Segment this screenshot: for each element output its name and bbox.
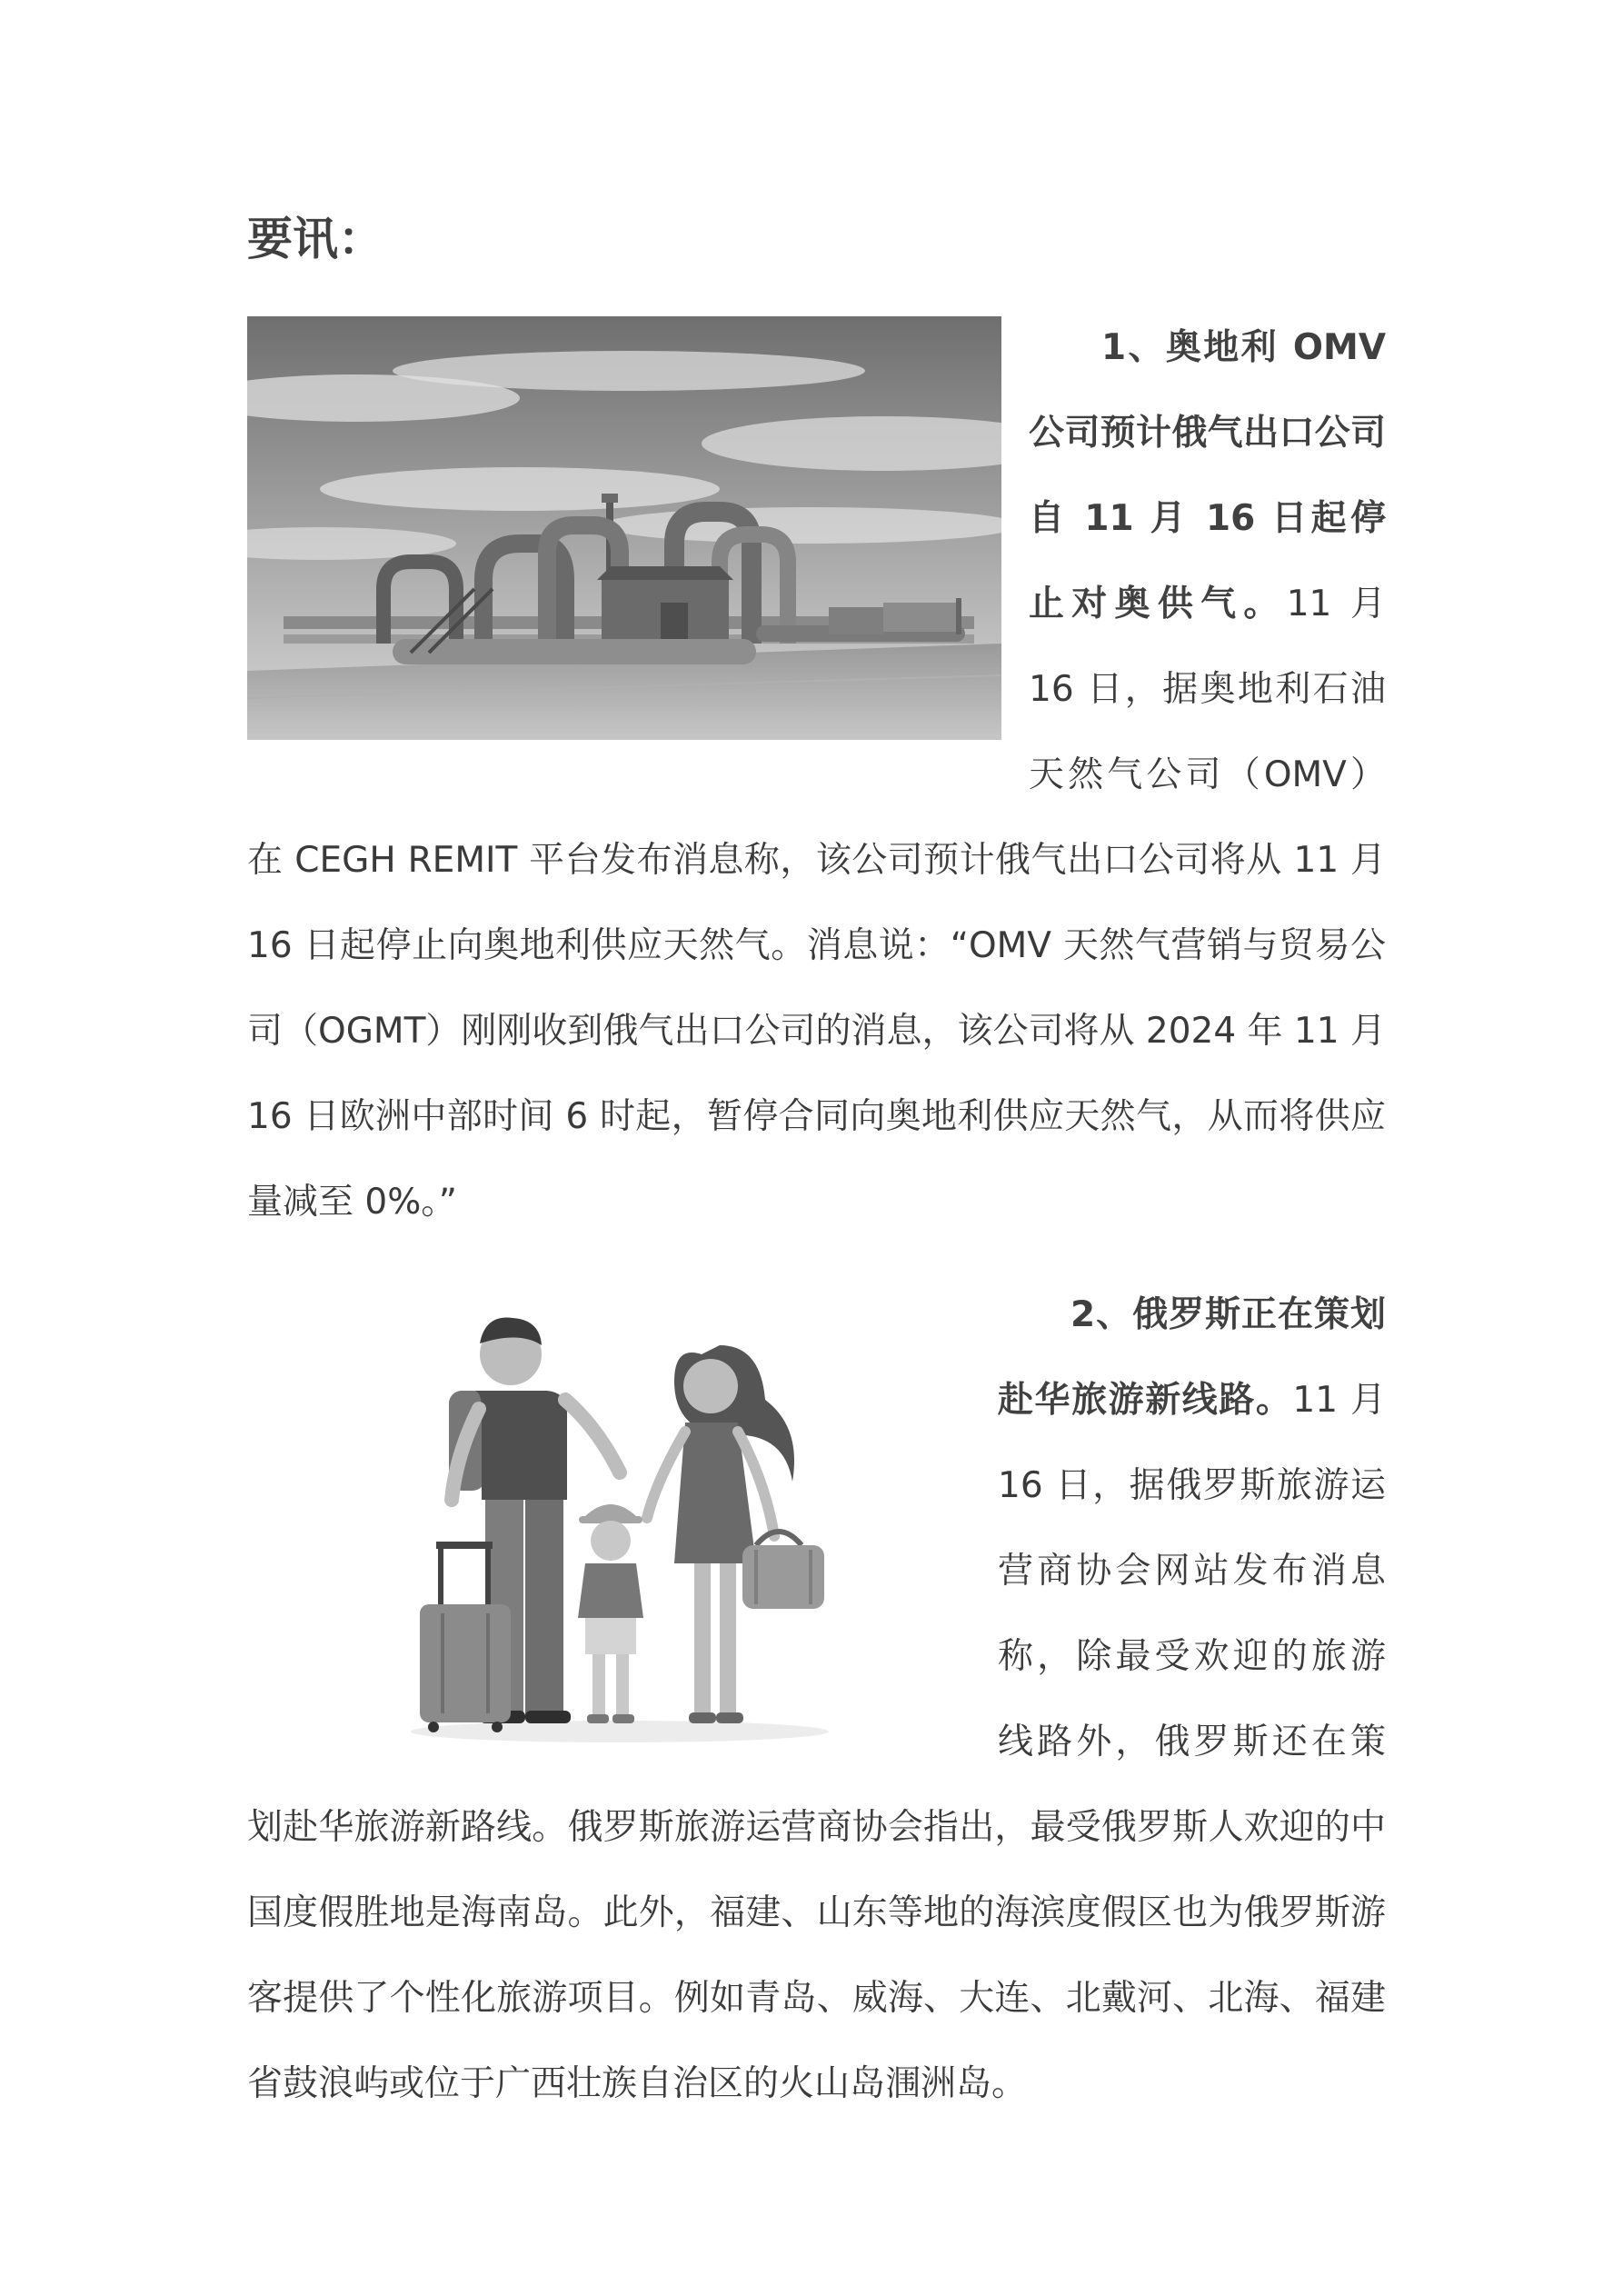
- news-item-2: [247, 1273, 1386, 2127]
- gas-pipeline-station-photo: [247, 316, 1001, 740]
- news-item-1-lead: 奥地利 OMV 公司预计俄气出口公司自 11 月 16 日起停止对奥供气。: [1029, 327, 1387, 624]
- news-item-1-body: 11 月 16 日，据奥地利石油天然气公司（OMV）在 CEGH REMIT 平台发布消息称，该公司预计俄气出口公司将从 11 月 16 日起停止向奥地利供应天然气。消息说：“OMV 天然气营销与贸易公司（OGMT）刚刚收到俄气出口公司的消息，该公司将从 2024 年 11 月 16 日欧洲中部时间 6 时起，暂停合同向奥地利供应天然气，从而将供应量减至 0%。”: [247, 584, 1386, 1223]
- news-item-1-number: 1、: [1101, 327, 1166, 368]
- page-heading: 要讯：: [247, 213, 383, 265]
- news-item-2-lead: 俄罗斯正在策划赴华旅游新线路。: [998, 1294, 1386, 1421]
- news-item-2-body: 11 月 16 日，据俄罗斯旅游运营商协会网站发布消息称，除最受欢迎的旅游线路外，俄罗斯还在策划赴华旅游新路线。俄罗斯旅游运营商协会指出，最受俄罗斯人欢迎的中国度假胜地是海南岛。此外，福建、山东等地的海滨度假区也为俄罗斯游客提供了个性化旅游项目。例如青岛、威海、大连、北戴河、北海、福建省鼓浪屿或位于广西壮族自治区的火山岛涠洲岛。: [247, 1380, 1386, 2104]
- news-item-1: [247, 305, 1386, 1245]
- document-page: [247, 182, 1386, 2154]
- family-travel-illustration: [247, 1273, 954, 1763]
- news-item-2-number: 2、: [1070, 1294, 1133, 1335]
